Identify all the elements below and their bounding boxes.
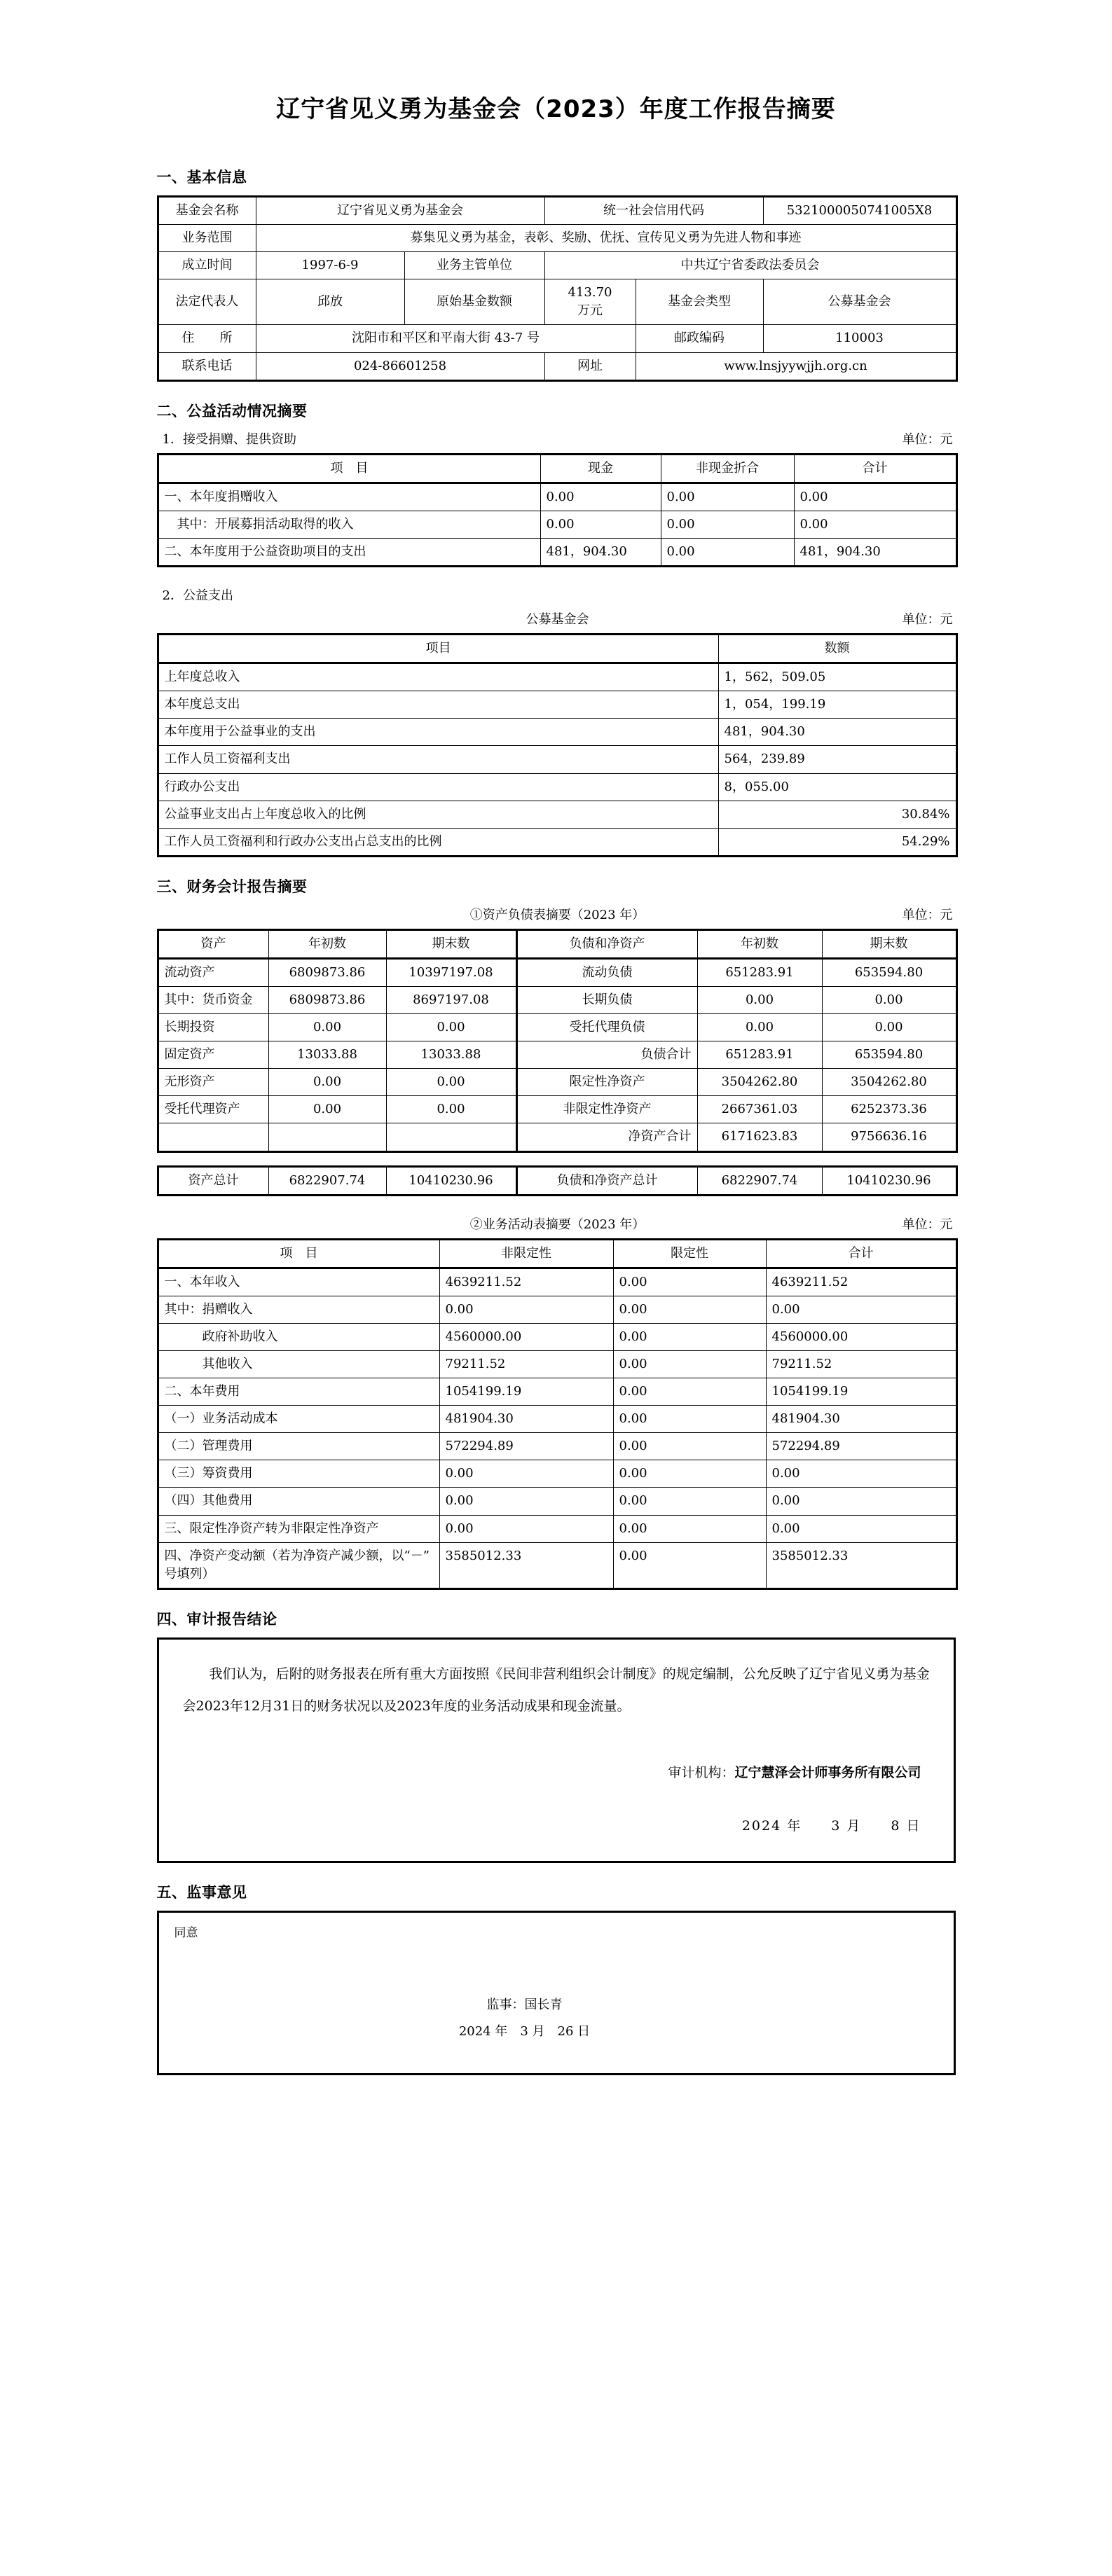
cell-amount: 8，055.00 (718, 773, 956, 801)
table-row (158, 1406, 956, 1433)
donation-table (157, 453, 958, 567)
table-row (158, 828, 956, 856)
cell-liab-begin: 0.00 (697, 986, 822, 1013)
donation-unit-label: 单位：元 (902, 431, 953, 447)
cell-value-foundation-type: 公募基金会 (763, 279, 956, 325)
cell-item: 二、本年度用于公益资助项目的支出 (158, 538, 540, 566)
cell-item: （二）管理费用 (158, 1433, 439, 1460)
section-heading-charity-activity: 二、公益活动情况摘要 (156, 402, 308, 420)
cell-asset-end: 0.00 (386, 1014, 516, 1041)
page-title: 辽宁省见义勇为基金会（2023）年度工作报告摘要 (276, 95, 836, 123)
table-row (158, 719, 956, 746)
table-header-row (158, 635, 956, 663)
cell-cash: 0.00 (540, 483, 661, 511)
cell-asset-name: 无形资产 (158, 1069, 268, 1096)
cell-asset-name: 受托代理资产 (158, 1096, 268, 1123)
cell-value-postcode: 110003 (763, 325, 956, 352)
cell-liab-begin: 6171623.83 (697, 1123, 822, 1151)
cell-total: 0.00 (766, 1296, 956, 1323)
cell-asset-begin: 0.00 (268, 1014, 386, 1041)
cell-unrestricted: 4639211.52 (439, 1268, 613, 1296)
table-row (158, 663, 956, 691)
cell-total: 79211.52 (766, 1351, 956, 1378)
cell-unrestricted: 0.00 (439, 1488, 613, 1515)
table-row (158, 1296, 956, 1323)
balance-sheet-title: ①资产负债表摘要（2023 年） (469, 907, 645, 922)
cell-total-assets-label: 资产总计 (158, 1166, 268, 1195)
table-row (158, 986, 956, 1013)
cell-liab-end: 9756636.16 (822, 1123, 956, 1151)
table-row (158, 197, 956, 225)
cell-liab-begin: 651283.91 (697, 1041, 822, 1069)
audit-org-name: 辽宁慧泽会计师事务所有限公司 (734, 1764, 921, 1780)
header-item: 项目 (158, 635, 718, 663)
cell-amount: 564，239.89 (718, 746, 956, 773)
cell-item: （四）其他费用 (158, 1488, 439, 1515)
cell-total: 0.00 (766, 1515, 956, 1542)
cell-liab-begin: 2667361.03 (697, 1096, 822, 1123)
cell-label-phone: 联系电话 (158, 352, 256, 380)
table-header-row (158, 929, 956, 958)
cell-item: 本年度用于公益事业的支出 (158, 719, 718, 746)
cell-total: 0.00 (766, 1488, 956, 1515)
cell-liab-begin: 0.00 (697, 1014, 822, 1041)
cell-asset-name: 长期投资 (158, 1014, 268, 1041)
cell-liab-name: 流动负债 (516, 958, 697, 986)
section-heading-supervisor-opinion: 五、监事意见 (156, 1884, 247, 1902)
balance-sheet-title-row (157, 905, 956, 923)
cell-restricted: 0.00 (613, 1488, 766, 1515)
cell-value-address: 沈阳市和平区和平南大街 43-7 号 (256, 325, 636, 352)
audit-conclusion-box (157, 1637, 956, 1863)
activity-sheet-table (157, 1238, 958, 1590)
cell-unrestricted: 79211.52 (439, 1351, 613, 1378)
donation-subheading-row (157, 429, 956, 448)
section-heading-financial-report: 三、财务会计报告摘要 (156, 878, 308, 895)
cell-restricted: 0.00 (613, 1378, 766, 1406)
table-header-row (158, 454, 956, 483)
table-row (158, 252, 956, 279)
cell-asset-end: 0.00 (386, 1069, 516, 1096)
cell-total-liab-begin: 6822907.74 (697, 1166, 822, 1195)
cell-amount: 481，904.30 (718, 719, 956, 746)
cell-unrestricted: 481904.30 (439, 1406, 613, 1433)
charity-expenditure-subheading: 2．公益支出 (162, 588, 233, 604)
cell-liab-name: 长期负债 (516, 986, 697, 1013)
cell-item: 三、限定性净资产转为非限定性净资产 (158, 1515, 439, 1542)
table-row-total (158, 1166, 956, 1195)
header-restricted: 限定性 (613, 1239, 766, 1268)
cell-asset-name: 固定资产 (158, 1041, 268, 1069)
supervisor-date: 2024 年 3 月 26 日 (458, 2023, 591, 2039)
table-row (158, 1041, 956, 1069)
table-row (158, 1460, 956, 1488)
charity-expenditure-table (157, 633, 958, 857)
header-item: 项 目 (158, 1239, 439, 1268)
cell-total-liab-label: 负债和净资产总计 (516, 1166, 697, 1195)
table-row (158, 483, 956, 511)
table-row (158, 325, 956, 352)
supervisor-signature-block (174, 1992, 938, 2045)
cell-item: 四、净资产变动额（若为净资产减少额，以“－”号填列） (158, 1542, 439, 1588)
cell-unrestricted: 572294.89 (439, 1433, 613, 1460)
cell-liab-begin: 651283.91 (697, 958, 822, 986)
table-row (158, 1433, 956, 1460)
table-row (158, 691, 956, 719)
cell-label-legal-rep: 法定代表人 (158, 279, 256, 325)
header-total: 合计 (766, 1239, 956, 1268)
header-unrestricted: 非限定性 (439, 1239, 613, 1268)
cell-value-business-scope: 募集见义勇为基金，表彰、奖励、优抚、宣传见义勇为先进人物和事迹 (256, 225, 956, 252)
cell-liab-name: 受托代理负债 (516, 1014, 697, 1041)
section-heading-basic-info: 一、基本信息 (156, 169, 247, 186)
cell-liab-name: 限定性净资产 (516, 1069, 697, 1096)
table-row (158, 1378, 956, 1406)
cell-label-website: 网址 (544, 352, 636, 380)
audit-date: 2024 年 3 月 8 日 (741, 1818, 921, 1834)
cell-item: 公益事业支出占上年度总收入的比例 (158, 801, 718, 828)
cell-cash: 481，904.30 (540, 538, 661, 566)
supervisor-opinion-text: 同意 (174, 1926, 198, 1941)
cell-value-supervisor-unit: 中共辽宁省委政法委员会 (544, 252, 956, 279)
cell-liab-name: 负债合计 (516, 1041, 697, 1069)
cell-amount: 1，562，509.05 (718, 663, 956, 691)
cell-total: 481904.30 (766, 1406, 956, 1433)
header-year-begin-2: 年初数 (697, 929, 822, 958)
cell-asset-begin: 13033.88 (268, 1041, 386, 1069)
table-row (158, 511, 956, 538)
cell-label-postcode: 邮政编码 (636, 325, 763, 352)
cell-liab-end: 3504262.80 (822, 1069, 956, 1096)
cell-item: 工作人员工资福利和行政办公支出占总支出的比例 (158, 828, 718, 856)
cell-amount: 30.84% (718, 801, 956, 828)
cell-total: 4639211.52 (766, 1268, 956, 1296)
charity-expenditure-table-title: 公募基金会 (526, 612, 589, 628)
cell-restricted: 0.00 (613, 1406, 766, 1433)
cell-item: 行政办公支出 (158, 773, 718, 801)
header-cash: 现金 (540, 454, 661, 483)
cell-asset-begin: 0.00 (268, 1069, 386, 1096)
table-row (158, 279, 956, 325)
original-fund-unit: 万元 (577, 303, 603, 319)
cell-value-legal-rep: 邱放 (256, 279, 404, 325)
table-row (158, 1123, 956, 1151)
cell-asset-name (158, 1123, 268, 1151)
table-row (158, 1268, 956, 1296)
cell-noncash: 0.00 (661, 511, 794, 538)
cell-total-assets-end: 10410230.96 (386, 1166, 516, 1195)
cell-restricted: 0.00 (613, 1460, 766, 1488)
cell-amount: 54.29% (718, 828, 956, 856)
table-header-row (158, 1239, 956, 1268)
cell-asset-end: 8697197.08 (386, 986, 516, 1013)
cell-label-foundation-name: 基金会名称 (158, 197, 256, 225)
cell-liab-end: 0.00 (822, 986, 956, 1013)
cell-value-established: 1997-6-9 (256, 252, 404, 279)
table-row (158, 746, 956, 773)
cell-liab-begin: 3504262.80 (697, 1069, 822, 1096)
cell-label-original-fund: 原始基金数额 (404, 279, 544, 325)
cell-label-credit-code: 统一社会信用代码 (544, 197, 763, 225)
cell-label-business-scope: 业务范围 (158, 225, 256, 252)
cell-total-liab-end: 10410230.96 (822, 1166, 956, 1195)
cell-asset-begin: 6809873.86 (268, 986, 386, 1013)
cell-item: 二、本年费用 (158, 1378, 439, 1406)
cell-total: 572294.89 (766, 1433, 956, 1460)
cell-asset-name: 流动资产 (158, 958, 268, 986)
cell-unrestricted: 3585012.33 (439, 1542, 613, 1588)
cell-label-established: 成立时间 (158, 252, 256, 279)
table-row (158, 225, 956, 252)
table-row (158, 1515, 956, 1542)
cell-item: 其中：捐赠收入 (158, 1296, 439, 1323)
cell-total: 481，904.30 (794, 538, 956, 566)
activity-sheet-title-row (157, 1214, 956, 1233)
cell-item: （三）筹资费用 (158, 1460, 439, 1488)
header-year-end-2: 期末数 (822, 929, 956, 958)
cell-restricted: 0.00 (613, 1296, 766, 1323)
cell-amount: 1，054，199.19 (718, 691, 956, 719)
bottom-spacer (157, 2075, 956, 2159)
balance-sheet-table (157, 929, 958, 1153)
activity-sheet-unit-label: 单位：元 (902, 1217, 953, 1232)
charity-expenditure-unit-label: 单位：元 (902, 612, 953, 628)
header-assets: 资产 (158, 929, 268, 958)
cell-liab-name: 净资产合计 (516, 1123, 697, 1151)
cell-total: 0.00 (794, 511, 956, 538)
cell-asset-begin: 6809873.86 (268, 958, 386, 986)
cell-total: 4560000.00 (766, 1323, 956, 1350)
table-row (158, 773, 956, 801)
cell-value-credit-code: 5321000050741005X8 (763, 197, 956, 225)
cell-cash: 0.00 (540, 511, 661, 538)
cell-item: 政府补助收入 (158, 1323, 439, 1350)
cell-item: 一、本年收入 (158, 1268, 439, 1296)
cell-unrestricted: 1054199.19 (439, 1378, 613, 1406)
header-year-begin: 年初数 (268, 929, 386, 958)
cell-total: 0.00 (794, 483, 956, 511)
header-item: 项 目 (158, 454, 540, 483)
cell-restricted: 0.00 (613, 1268, 766, 1296)
cell-value-website: www.lnsjyywjjh.org.cn (636, 352, 956, 380)
original-fund-amount: 413.70 (568, 285, 612, 300)
cell-item: 本年度总支出 (158, 691, 718, 719)
header-year-end: 期末数 (386, 929, 516, 958)
donation-subheading-label: 1．接受捐赠、提供资助 (162, 431, 296, 447)
header-liabilities-netassets: 负债和净资产 (516, 929, 697, 958)
cell-value-original-fund (544, 279, 636, 325)
cell-asset-end: 0.00 (386, 1096, 516, 1123)
balance-sheet-unit-label: 单位：元 (902, 907, 953, 922)
charity-expenditure-title-row (157, 609, 956, 628)
table-row (158, 1096, 956, 1123)
audit-org-label: 审计机构： (668, 1764, 735, 1780)
cell-restricted: 0.00 (613, 1542, 766, 1588)
cell-total-assets-begin: 6822907.74 (268, 1166, 386, 1195)
cell-noncash: 0.00 (661, 483, 794, 511)
cell-total: 3585012.33 (766, 1542, 956, 1588)
supervisor-opinion-box (157, 1911, 956, 2075)
table-row (158, 958, 956, 986)
activity-sheet-title: ②业务活动表摘要（2023 年） (469, 1217, 645, 1232)
cell-total: 1054199.19 (766, 1378, 956, 1406)
cell-item: 上年度总收入 (158, 663, 718, 691)
cell-asset-begin: 0.00 (268, 1096, 386, 1123)
cell-item: （一）业务活动成本 (158, 1406, 439, 1433)
cell-asset-end: 13033.88 (386, 1041, 516, 1069)
cell-restricted: 0.00 (613, 1515, 766, 1542)
header-amount: 数额 (718, 635, 956, 663)
cell-item: 其中：开展募捐活动取得的收入 (158, 511, 540, 538)
cell-unrestricted: 0.00 (439, 1515, 613, 1542)
cell-asset-begin (268, 1123, 386, 1151)
cell-item: 工作人员工资福利支出 (158, 746, 718, 773)
table-row (158, 352, 956, 380)
cell-asset-end: 10397197.08 (386, 958, 516, 986)
cell-asset-name: 其中：货币资金 (158, 986, 268, 1013)
cell-liab-name: 非限定性净资产 (516, 1096, 697, 1123)
cell-liab-end: 6252373.36 (822, 1096, 956, 1123)
balance-sheet-total-table (157, 1165, 958, 1196)
cell-restricted: 0.00 (613, 1351, 766, 1378)
table-row (158, 801, 956, 828)
cell-restricted: 0.00 (613, 1433, 766, 1460)
cell-label-supervisor-unit: 业务主管单位 (404, 252, 544, 279)
header-total: 合计 (794, 454, 956, 483)
cell-label-address: 住 所 (158, 325, 256, 352)
cell-liab-end: 653594.80 (822, 1041, 956, 1069)
table-row (158, 1488, 956, 1515)
table-row (158, 1351, 956, 1378)
cell-unrestricted: 0.00 (439, 1296, 613, 1323)
cell-liab-end: 653594.80 (822, 958, 956, 986)
cell-value-phone: 024-86601258 (256, 352, 544, 380)
cell-unrestricted: 0.00 (439, 1460, 613, 1488)
cell-total: 0.00 (766, 1460, 956, 1488)
table-row (158, 1542, 956, 1588)
table-row (158, 1323, 956, 1350)
table-row (158, 538, 956, 566)
audit-conclusion-text: 我们认为，后附的财务报表在所有重大方面按照《民间非营利组织会计制度》的规定编制，公允反映了辽宁省见义勇为基金会2023年12月31日的财务状况以及2023年度的业务活动成果和现金流量。 (182, 1666, 930, 1715)
cell-label-foundation-type: 基金会类型 (636, 279, 763, 325)
cell-liab-end: 0.00 (822, 1014, 956, 1041)
audit-org-line (183, 1757, 921, 1789)
section-heading-audit-conclusion: 四、审计报告结论 (156, 1610, 277, 1628)
table-row (158, 1014, 956, 1041)
cell-item: 一、本年度捐赠收入 (158, 483, 540, 511)
content-column (157, 124, 956, 2159)
cell-value-foundation-name: 辽宁省见义勇为基金会 (256, 197, 544, 225)
supervisor-name-line: 监事：国长青 (486, 1997, 563, 2013)
audit-signature-block (183, 1757, 930, 1843)
cell-unrestricted: 4560000.00 (439, 1323, 613, 1350)
cell-asset-end (386, 1123, 516, 1151)
table-row (158, 1069, 956, 1096)
cell-item: 其他收入 (158, 1351, 439, 1378)
cell-noncash: 0.00 (661, 538, 794, 566)
basic-info-table (157, 195, 958, 382)
cell-restricted: 0.00 (613, 1323, 766, 1350)
header-noncash: 非现金折合 (661, 454, 794, 483)
